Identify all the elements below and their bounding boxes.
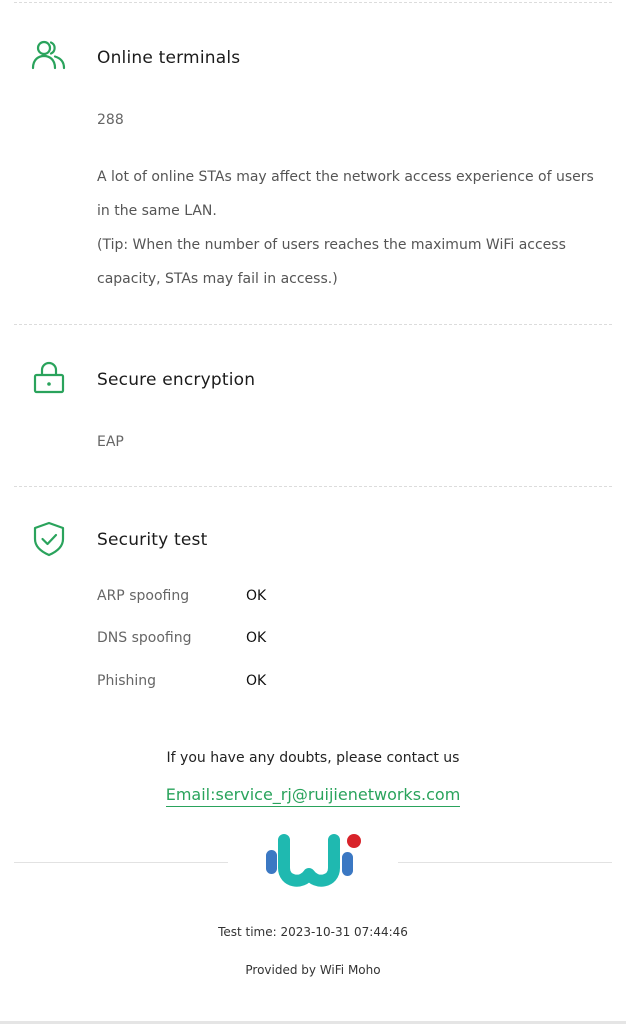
section-divider [14, 324, 612, 325]
contact-email-link[interactable]: Email:service_rj@ruijienetworks.com [166, 785, 461, 807]
tip-text: (Tip: When the number of users reaches the maximum WiFi access capacity, STAs may fail in access.) [97, 237, 566, 287]
description-text: A lot of online STAs may affect the network access experience of users in the same LAN. [97, 169, 594, 219]
users-icon [30, 38, 68, 76]
test-time: Test time: 2023-10-31 07:44:46 [218, 925, 408, 939]
encryption-type: EAP [97, 434, 124, 450]
top-divider [14, 2, 612, 3]
section-divider [14, 486, 612, 487]
arp-spoofing-label: ARP spoofing [97, 588, 190, 604]
footer-line-right [398, 862, 612, 863]
online-terminals-count: 288 [97, 112, 124, 128]
secure-encryption-title: Secure encryption [97, 370, 256, 390]
online-terminals-description [97, 160, 596, 296]
online-terminals-title: Online terminals [97, 48, 241, 68]
arp-spoofing-status: OK [246, 588, 267, 604]
wifi-moho-logo [262, 830, 366, 894]
contact-email-row [0, 785, 626, 804]
security-test-title: Security test [97, 530, 208, 550]
phishing-label: Phishing [97, 673, 157, 689]
phishing-status: OK [246, 673, 267, 689]
dns-spoofing-status: OK [246, 630, 267, 646]
shield-check-icon [30, 520, 68, 558]
provided-by: Provided by WiFi Moho [245, 963, 381, 977]
lock-icon [30, 360, 68, 398]
footer-line-left [14, 862, 228, 863]
dns-spoofing-label: DNS spoofing [97, 630, 192, 646]
contact-text: If you have any doubts, please contact us [166, 750, 460, 766]
